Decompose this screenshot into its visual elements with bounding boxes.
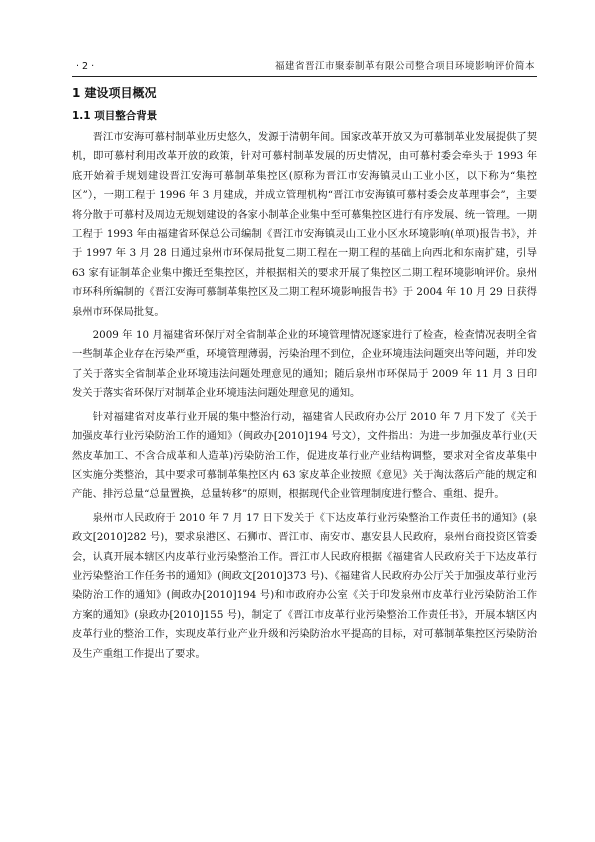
subsection-heading: 1.1 项目整合背景 <box>72 110 158 122</box>
page-header <box>72 56 537 77</box>
body-paragraph: 晋江市安海可慕村制革业历史悠久，发源于清朝年间。国家改革开放又为可慕制革业发展提供了契机，即可慕村利用改革开放的政策，针对可慕村制革发展的历史情况，由可慕村委会牵头于 1993 年底开始着手规划建设晋江安海可慕制革集控区(原称为晋江市安海镇灵山工业小区，以下称为“集控区”），一期工程于 1996 年 3 月建成，并成立管理机构“晋江市安海镇可慕村委会皮革理事会”，主要将分散于可慕村及周边无规划建设的各家小制革企业集中至可慕集控区进行有序发展、统一管理。一期工程于 1993 年由福建省环保总公司编制《晋江市安海镇灵山工业小区水环境影响(单项)报告书》，并于 1997 年 3 月 28 日通过泉州市环保局批复二期工程在一期工程的基础上向西北和东南扩建，引导 63 家有证制革企业集中搬迁至集控区，并根据相关的要求开展了集控区二期工程环境影响评价。泉州市环科所编制的《晋江安海可慕制革集控区及二期工程环境影响报告书》于 2004 年 10 月 29 日获得泉州市环保局批复。 <box>72 131 537 318</box>
body-paragraph: 泉州市人民政府于 2010 年 7 月 17 日下发关于《下达皮革行业污染整治工作责任书的通知》(泉政文[2010]282 号)，要求泉港区、石狮市、晋江市、南安市、惠安县人民政府，泉州台商投资区管委会，认真开展本辖区内皮革行业污染整治工作。晋江市人民政府根据《福建省人民政府关于下达皮革行业污染整治工作任务书的通知》(闽政文[2010]373 号)、《福建省人民政府办公厅关于加强皮革行业污染防治工作的通知》(闽政办[2010]194 号)和市政府办公室《关于印发泉州市皮革行业污染防治工作方案的通知》(泉政办[2010]155 号)，制定了《晋江市皮革行业污染整治工作责任书》，开展本辖区内皮革行业的整治工作，实现皮革行业产业升级和污染防治水平提高的目标，对可慕制革集控区污染防治及生产重组工作提出了要求。 <box>72 511 537 660</box>
page-number: · 2 · <box>76 61 95 72</box>
body-paragraph: 针对福建省对皮革行业开展的集中整治行动，福建省人民政府办公厅 2010 年 7 月下发了《关于加强皮革行业污染防治工作的通知》（闽政办[2010]194 号文），文件指出：为进一步加强皮革行业(天然皮革加工、不含合成革和人造革)污染防治工作，促进皮革行业产业结构调整，要求对全省皮革集中区实施分类整治，其中要求可慕制革集控区内 63 家皮革企业按照《意见》关于淘汰落后产能的规定和产能、排污总量“总量置换，总量转移”的原则，根据现代企业管理制度进行整合、重组、提升。 <box>72 410 537 501</box>
page-content <box>72 84 537 668</box>
body-paragraph: 2009 年 10 月福建省环保厅对全省制革企业的环境管理情况逐家进行了检查，检查情况表明全省一些制革企业存在污染严重，环境管理薄弱，污染治理不到位，企业环境违法问题突出等问题，并印发了关于落实全省制革企业环境违法问题处理意见的通知；随后泉州市环保局于 2009 年 11 月 3 日印发关于落实省环保厅对制革企业环境违法问题处理意见的通知。 <box>72 329 537 400</box>
header-title: 福建省晋江市聚泰制革有限公司整合项目环境影响评价简本 <box>274 61 535 72</box>
section-heading: 1 建设项目概况 <box>72 86 157 100</box>
